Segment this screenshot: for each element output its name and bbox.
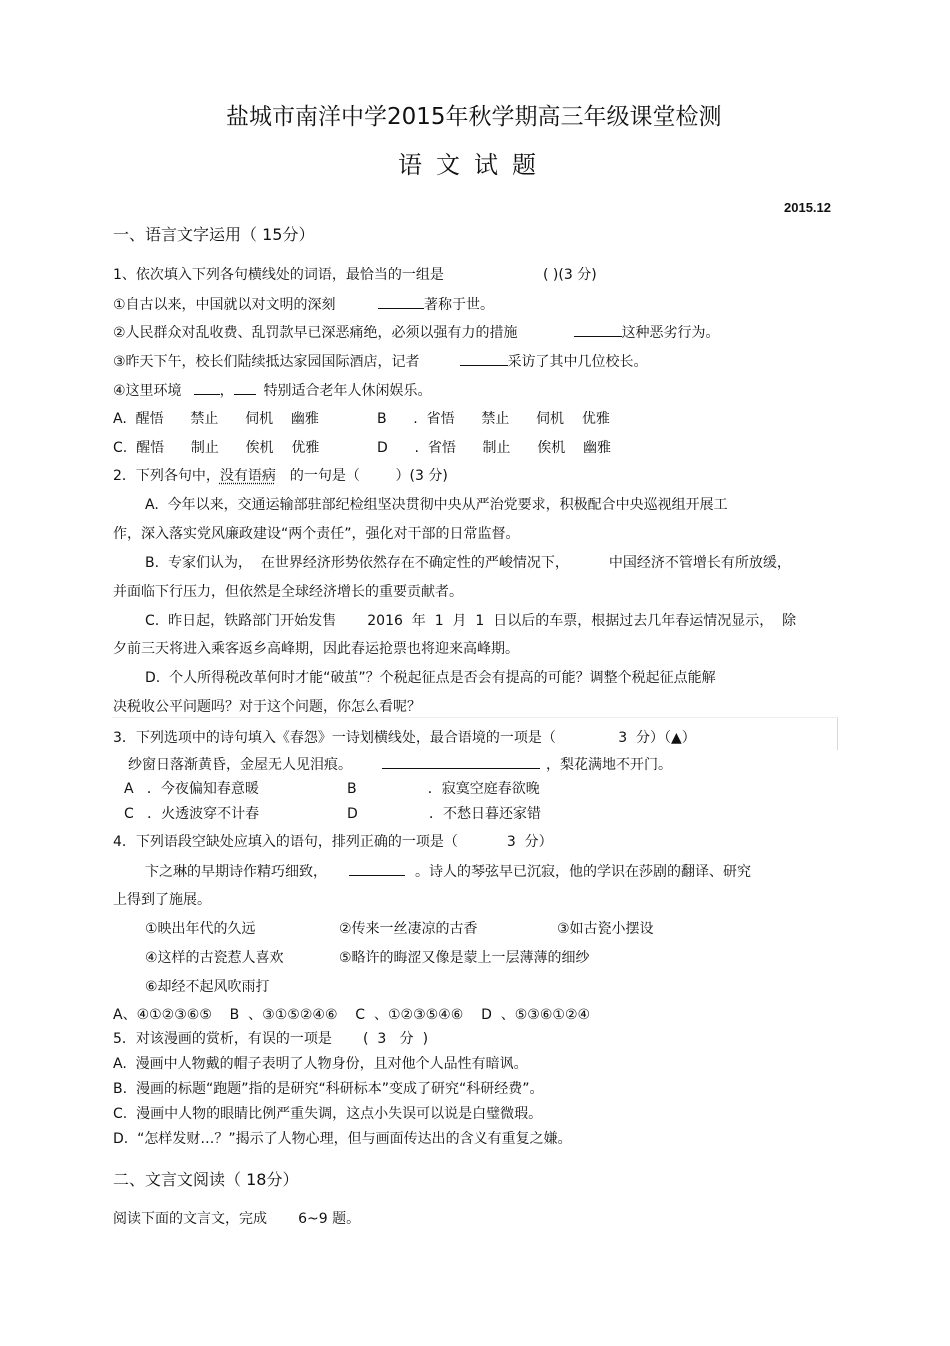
q1-s4-mid: ， (219, 383, 234, 399)
section-2-intro: 阅读下面的文言文，完成 6~9 题。 (113, 1211, 361, 1227)
q3-poem-line-a: 纱窗日落渐黄昏，金屋无人见泪痕。 (128, 757, 352, 773)
q1-option-d: D . 省悟 制止 俟机 幽雅 (377, 440, 612, 456)
q2-option-c-line1: C. 昨日起，铁路部门开始发售 2016 年 1 月 1 日以后的车票，根据过去几年春运情况显示， 除 (145, 613, 797, 629)
q4-passage-line1 (145, 861, 751, 882)
q1-blank-4b (234, 380, 256, 395)
section-heading-2: 二、文言文阅读（ 18分） (113, 1170, 299, 1189)
q4-passage-b: 。诗人的琴弦早已沉寂，他的学识在莎剧的翻译、研究 (415, 864, 751, 880)
q2-option-b-line1: B. 专家们认为， 在世界经济形势依然存在不确定性的严峻情况下， 中国经济不管增长有所放缓， (145, 555, 791, 571)
q1-blank-2 (574, 322, 622, 337)
q1-s2-text-b: 这种恶劣行为。 (621, 325, 720, 341)
q1-s4-text-a: ④这里环境 (113, 383, 182, 399)
question-3-stem: 3．下列选项中的诗句填入《春怨》一诗划横线处，最合语境的一项是（ 3 分）（▲） (113, 730, 696, 746)
q1-blank-4a (194, 380, 220, 395)
q4-item-6: ⑥却经不起风吹雨打 (145, 979, 270, 995)
q1-s3-text-a: ③昨天下午，校长们陆续抵达家园国际酒店，记者 (113, 354, 420, 370)
q4-item-1: ①映出年代的久远 (145, 921, 256, 937)
q3-option-a: A ．今夜偏知春意暖 (124, 781, 259, 797)
q3-poem-blank (382, 754, 540, 769)
q1-option-c: C. 醒悟 制止 俟机 优雅 (113, 440, 320, 456)
q2-option-d-line1: D. 个人所得税改革何时才能“破茧”？个税起征点是否会有提高的可能？调整个税起征点能解 (145, 670, 716, 686)
question-1-score: ( )(3 分) (543, 267, 597, 283)
q1-s1-text-a: ①自古以来，中国就以对文明的深刻 (113, 297, 336, 313)
q3-poem-line-b: ，梨花满地不开门。 (546, 757, 672, 773)
q3-poem (128, 754, 672, 775)
q1-option-b: B . 省悟 禁止 伺机 优雅 (377, 411, 610, 427)
q1-s3-text-b: 采访了其中几位校长。 (507, 354, 648, 370)
exam-date: 2015.12 (784, 200, 831, 215)
faint-divider (112, 717, 838, 718)
page-title: 盐城市南洋中学2015年秋学期高三年级课堂检测 (226, 104, 722, 130)
q1-sentence-4 (113, 380, 432, 401)
q4-item-5: ⑤略许的晦涩又像是蒙上一层薄薄的细纱 (339, 950, 590, 966)
q1-sentence-1 (113, 294, 494, 315)
q1-blank-3 (460, 351, 508, 366)
page-subtitle: 语文试题 (398, 151, 550, 179)
q2-option-b-line2: 并面临下行压力，但依然是全球经济增长的重要贡献者。 (113, 584, 463, 600)
q2-option-a-line1: A. 今年以来，交通运输部驻部纪检组坚决贯彻中央从严治党要求，积极配合中央巡视组开展工 (145, 497, 728, 513)
q2-option-a-line2: 作，深入落实党风廉政建设“两个责任”，强化对干部的日常监督。 (113, 526, 520, 542)
q3-option-d: D ．不愁日暮还家错 (347, 806, 541, 822)
q4-passage-a: 卞之琳的早期诗作精巧细致， (145, 864, 327, 880)
q4-options: A、④①②③⑥⑤ B 、③①⑤②④⑥ C 、①②③⑤④⑥ D 、⑤③⑥①②④ (113, 1007, 591, 1023)
q5-option-c: C. 漫画中人物的眼睛比例严重失调，这点小失误可以说是白璧微瑕。 (113, 1106, 543, 1122)
q2-stem-a: 2．下列各句中， (113, 468, 220, 484)
faint-margin-line (837, 718, 838, 750)
q1-s2-text-a: ②人民群众对乱收费、乱罚款早已深恶痛绝，必须以强有力的措施 (113, 325, 518, 341)
question-4-stem: 4．下列语段空缺处应填入的语句，排列正确的一项是（ 3 分） (113, 834, 553, 850)
q1-s4-text-b: 特别适合老年人休闲娱乐。 (263, 383, 432, 399)
question-2-stem (113, 466, 448, 486)
q2-stem-b: 的一句是（ ）(3 分) (289, 468, 448, 484)
q3-option-b: B ．寂寞空庭春欲晚 (347, 781, 540, 797)
section-heading-1: 一、语言文字运用（ 15分） (113, 225, 315, 244)
q2-option-c-line2: 夕前三天将进入乘客返乡高峰期，因此春运抢票也将迎来高峰期。 (113, 641, 519, 657)
q4-passage-line2: 上得到了施展。 (113, 892, 211, 908)
q5-option-a: A. 漫画中人物戴的帽子表明了人物身份，且对他个人品性有暗讽。 (113, 1056, 528, 1072)
q1-sentence-3 (113, 351, 648, 372)
q1-option-a: A. 醒悟 禁止 伺机 幽雅 (113, 411, 319, 427)
q4-item-2: ②传来一丝凄凉的古香 (339, 921, 478, 937)
q5-option-b: B. 漫画的标题“跑题”指的是研究“科研标本”变成了研究“科研经费”。 (113, 1081, 544, 1097)
q5-option-d: D. “怎样发财…？”揭示了人物心理，但与画面传达出的含义有重复之嫌。 (113, 1131, 572, 1147)
question-5-stem: 5．对该漫画的赏析，有误的一项是 ( 3 分 ) (113, 1031, 429, 1047)
q4-item-3: ③如古瓷小摆设 (557, 921, 654, 937)
q4-passage-blank (349, 861, 405, 876)
q1-s1-text-b: 著称于世。 (424, 297, 495, 313)
q1-sentence-2 (113, 322, 720, 343)
question-1-stem: 1、依次填入下列各句横线处的词语，最恰当的一组是 (113, 267, 444, 283)
q3-option-c: C ．火透波穿不计春 (124, 806, 260, 822)
q4-item-4: ④这样的古瓷惹人喜欢 (145, 950, 284, 966)
q1-blank-1 (378, 294, 424, 309)
q2-stem-emphasis: 没有语病 (219, 468, 276, 484)
q2-option-d-line2: 决税收公平问题吗？对于这个问题，你怎么看呢？ (113, 699, 421, 715)
